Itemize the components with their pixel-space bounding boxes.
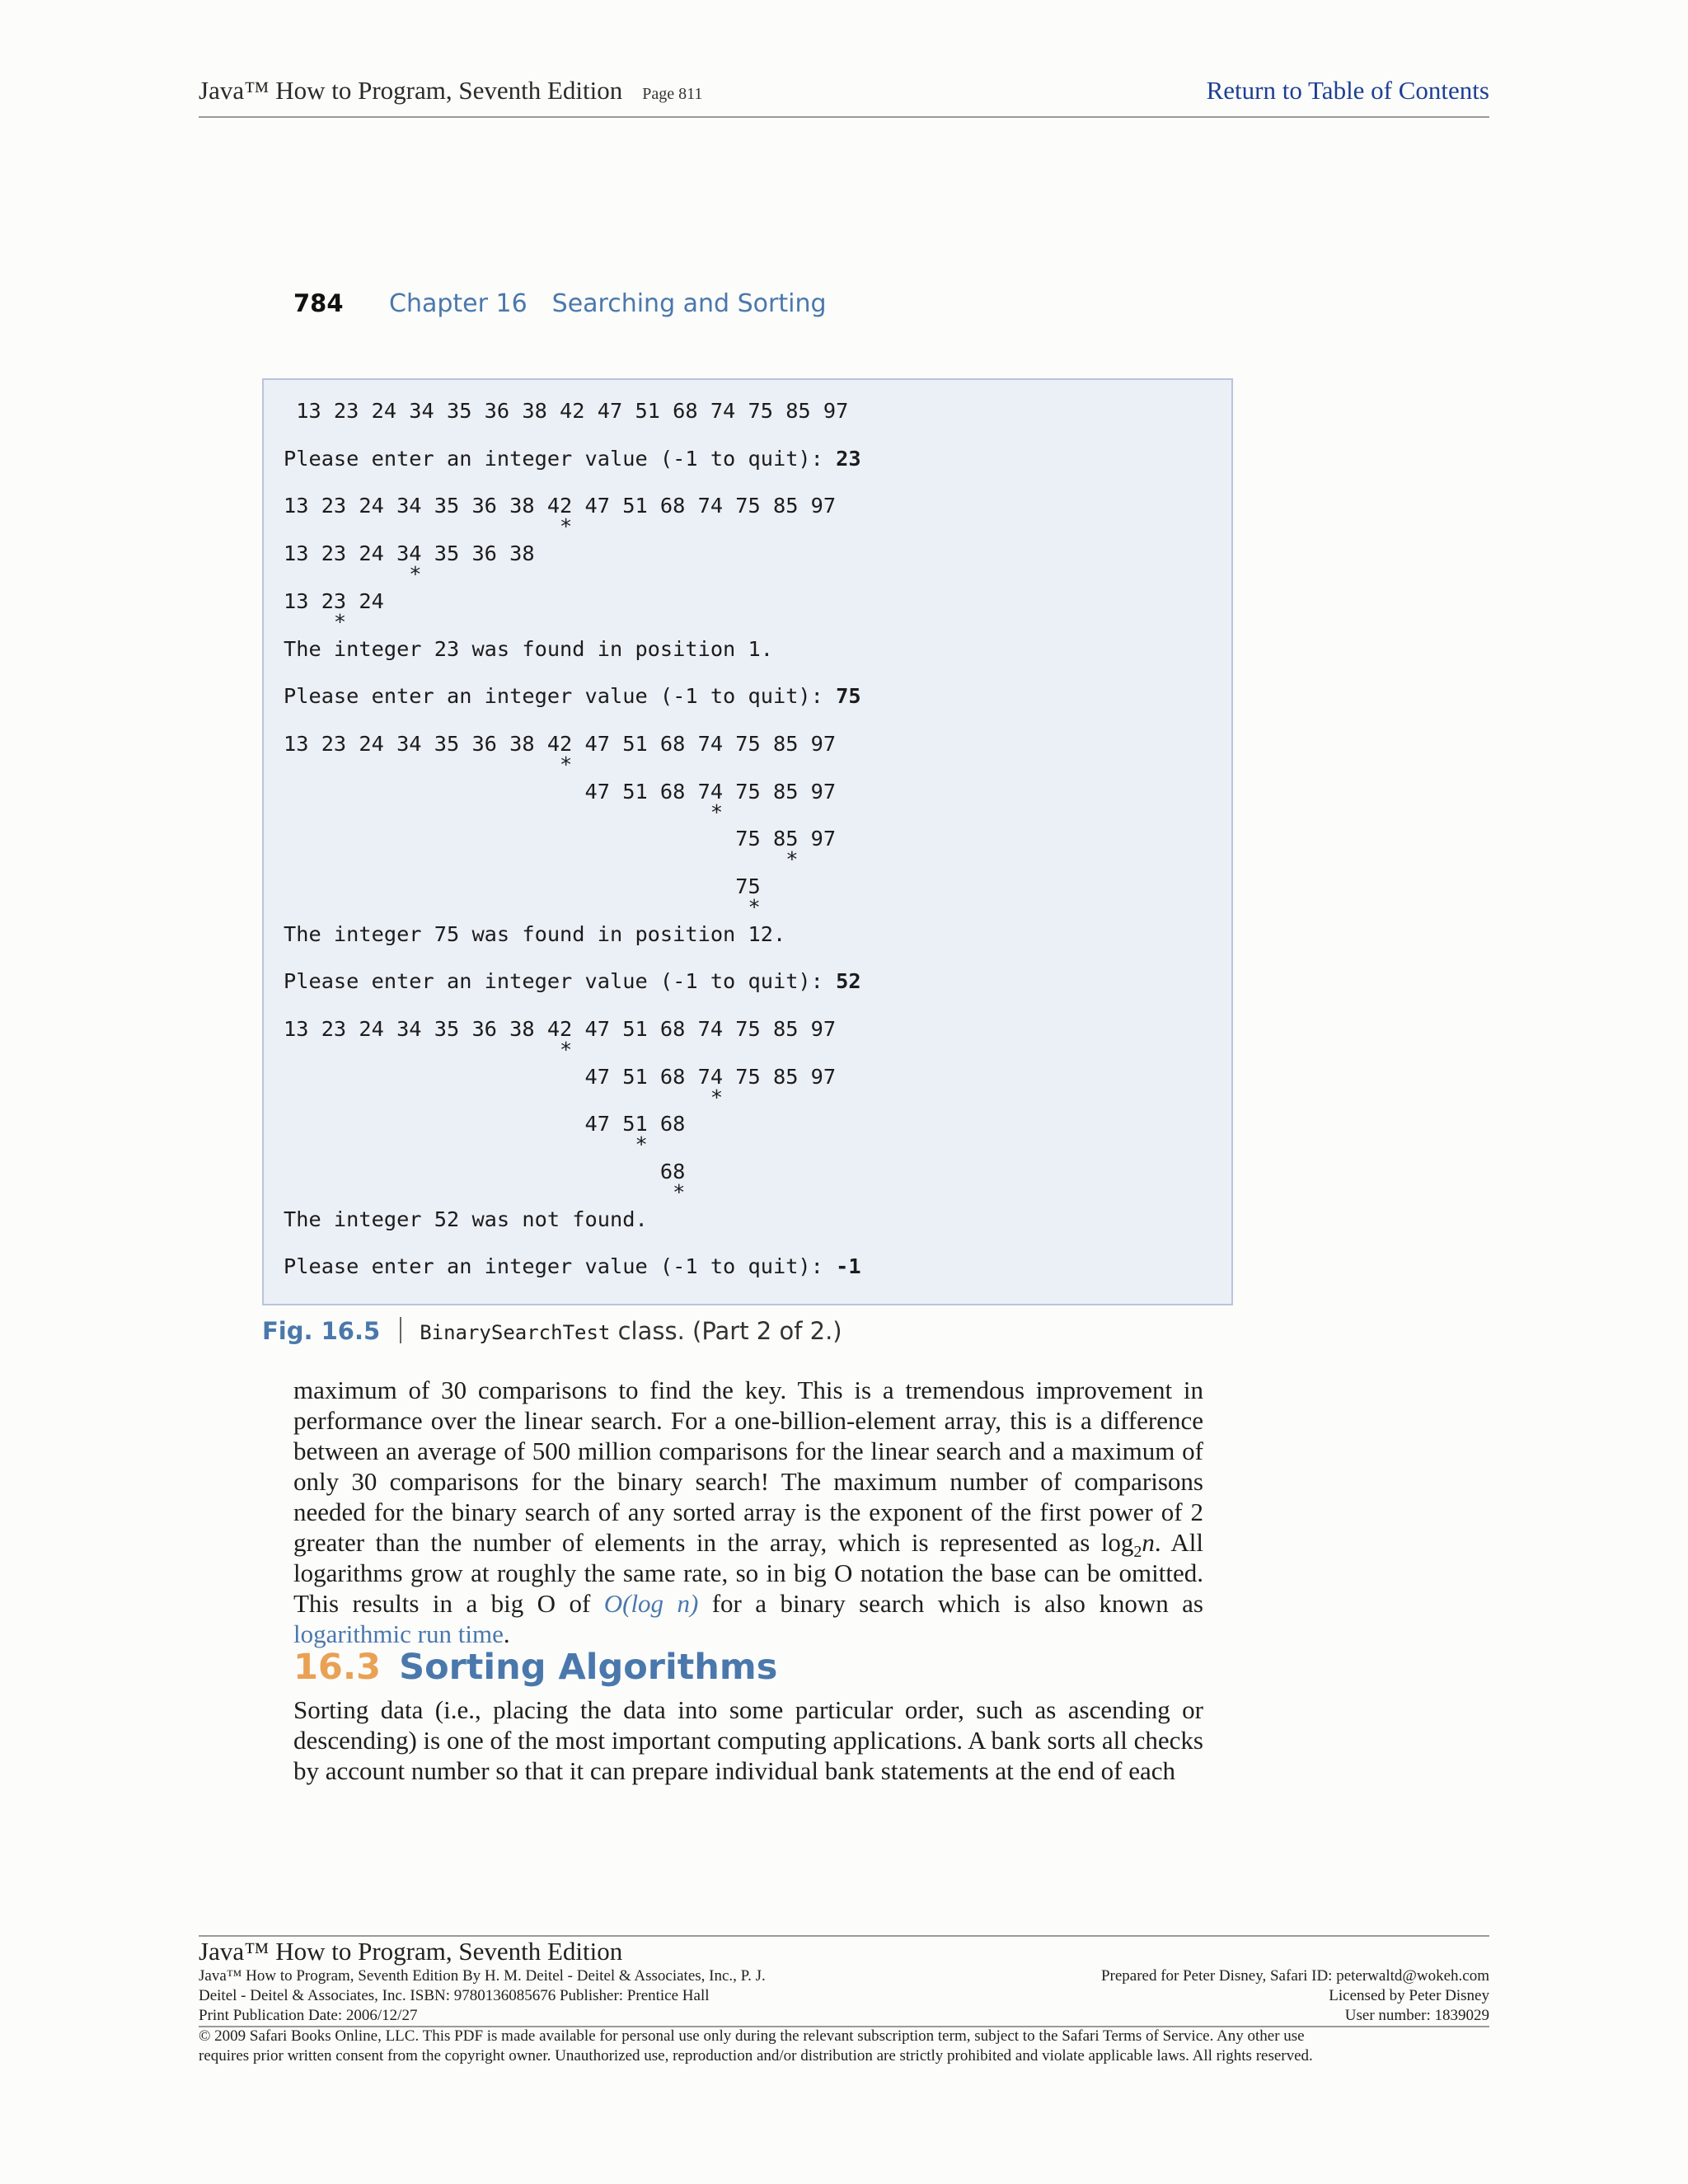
header-title-text: Java™ How to Program, Seventh Edition (199, 76, 623, 105)
output-line: The integer 23 was found in position 1. (284, 637, 773, 661)
output-marker-line: * (284, 1038, 573, 1062)
output-line: 13 23 24 34 35 36 38 42 47 51 68 74 75 85 97 (284, 732, 837, 756)
chapter-heading (389, 289, 827, 318)
body-paragraph: Sorting data (i.e., placing the data into some particular order, such as ascending or descending) is one of the most important computing applications. A bank sorts all checks by account number so that it can prepare individual bank statements at the end of each (293, 1695, 1203, 1785)
output-marker-line: * (284, 800, 724, 824)
output-line: 13 23 24 34 35 36 38 42 47 51 68 74 75 85 97 (284, 494, 837, 518)
prompt-text: Please enter an integer value (-1 to quit): (284, 969, 837, 993)
body-paragraph (293, 1375, 1203, 1649)
header-book-title (199, 76, 702, 105)
footer-book-info: Deitel - Deitel & Associates, Inc. ISBN: 9780136085676 Publisher: Prentice Hall (199, 1987, 710, 2004)
header-pdf-page: Page 811 (642, 85, 703, 103)
user-input: 52 (836, 969, 861, 993)
section-title: Sorting Algorithms (399, 1647, 778, 1688)
page-number: 784 (293, 289, 344, 317)
footer-book-info: Java™ How to Program, Seventh Edition By H. M. Deitel - Deitel & Associates, Inc., P. J. (199, 1967, 766, 1985)
footer-book-title: Java™ How to Program, Seventh Edition (199, 1937, 623, 1966)
output-line: The integer 52 was not found. (284, 1207, 648, 1231)
footer-copyright: requires prior written consent from the copyright owner. Unauthorized use, reproduction and/or distribution are strictly prohibited and violate applicable laws. All rights reserved. (199, 2047, 1313, 2064)
figure-label: Fig. 16.5 (262, 1317, 381, 1345)
output-line: 47 51 68 74 75 85 97 (284, 780, 837, 804)
key-term: logarithmic run time (293, 1619, 504, 1648)
output-line: 75 (284, 874, 761, 898)
section-number: 16.3 (293, 1647, 382, 1688)
section-heading (293, 1647, 777, 1688)
variable-n: n (1142, 1528, 1155, 1557)
output-marker-line: * (284, 1085, 724, 1109)
footer-publication-date: Print Publication Date: 2006/12/27 (199, 2007, 418, 2024)
chapter-section-title: Searching and Sorting (551, 289, 827, 318)
output-prompt-line (284, 447, 861, 471)
paragraph-text: . (503, 1619, 510, 1648)
output-marker-line: * (284, 562, 422, 586)
output-line: 13 23 24 34 35 36 38 42 47 51 68 74 75 85 97 (284, 1017, 837, 1041)
prompt-text: Please enter an integer value (-1 to quit): (284, 447, 837, 471)
caption-separator (400, 1317, 401, 1343)
paragraph-text: maximum of 30 comparisons to find the key. This is a tremendous improvement in performance over the linear search. For a one-billion-element array, this is a difference between an average of 500 million comparisons for the linear search and a maximum of only 30 comparisons for the binary search! The maximum number of comparisons needed for the binary search of any sorted array is the exponent of the first power of 2 greater than the number of elements in the array, which is represented as log (293, 1376, 1203, 1557)
user-input: 23 (836, 447, 861, 471)
output-prompt-line (284, 969, 861, 994)
output-line: 75 85 97 (284, 827, 837, 851)
output-line: 47 51 68 (284, 1112, 686, 1136)
toc-link[interactable]: Return to Table of Contents (1206, 76, 1489, 105)
header-divider (199, 116, 1489, 118)
output-marker-line: * (284, 514, 573, 538)
user-input: -1 (836, 1254, 861, 1278)
output-line: 13 23 24 34 35 36 38 (284, 541, 535, 565)
prompt-text: Please enter an integer value (-1 to quit): (284, 1254, 837, 1278)
output-line: 47 51 68 74 75 85 97 (284, 1065, 837, 1089)
output-line: 68 (284, 1160, 686, 1183)
figure-class-name: BinarySearchTest (420, 1321, 611, 1344)
output-line: The integer 75 was found in position 12. (284, 922, 786, 946)
paragraph-text: . All logarithms grow at roughly the same rate, so in big O notation the base can be omitted. This results in a big O of (293, 1528, 1203, 1618)
output-marker-line: * (284, 752, 573, 776)
output-prompt-line (284, 1254, 861, 1279)
prompt-text: Please enter an integer value (-1 to quit): (284, 684, 837, 708)
log-subscript: 2 (1133, 1543, 1142, 1562)
paragraph-text: for a binary search which is also known as (698, 1589, 1203, 1618)
chapter-label: Chapter 16 (389, 289, 528, 318)
output-line: 13 23 24 (284, 589, 384, 613)
output-line: 13 23 24 34 35 36 38 42 47 51 68 74 75 85 97 (284, 399, 849, 423)
footer-copyright: © 2009 Safari Books Online, LLC. This PDF is made available for personal use only during the relevant subscription term, subject to the Safari Terms of Service. Any other use (199, 2027, 1305, 2045)
figure-caption (262, 1317, 842, 1345)
figure-caption-text: class. (Part 2 of 2.) (610, 1317, 842, 1345)
big-o-notation: O(log n) (603, 1589, 699, 1618)
user-input: 75 (836, 684, 861, 708)
output-marker-line: * (284, 847, 799, 871)
output-marker-line: * (284, 1132, 648, 1156)
footer-license: Licensed by Peter Disney (1329, 1987, 1489, 2004)
output-marker-line: * (284, 610, 347, 634)
footer-user-number: User number: 1839029 (1344, 2007, 1489, 2024)
footer-prepared-for: Prepared for Peter Disney, Safari ID: peterwaltd@wokeh.com (1100, 1967, 1489, 1985)
output-marker-line: * (284, 895, 761, 919)
output-marker-line: * (284, 1180, 686, 1204)
output-prompt-line (284, 684, 861, 709)
